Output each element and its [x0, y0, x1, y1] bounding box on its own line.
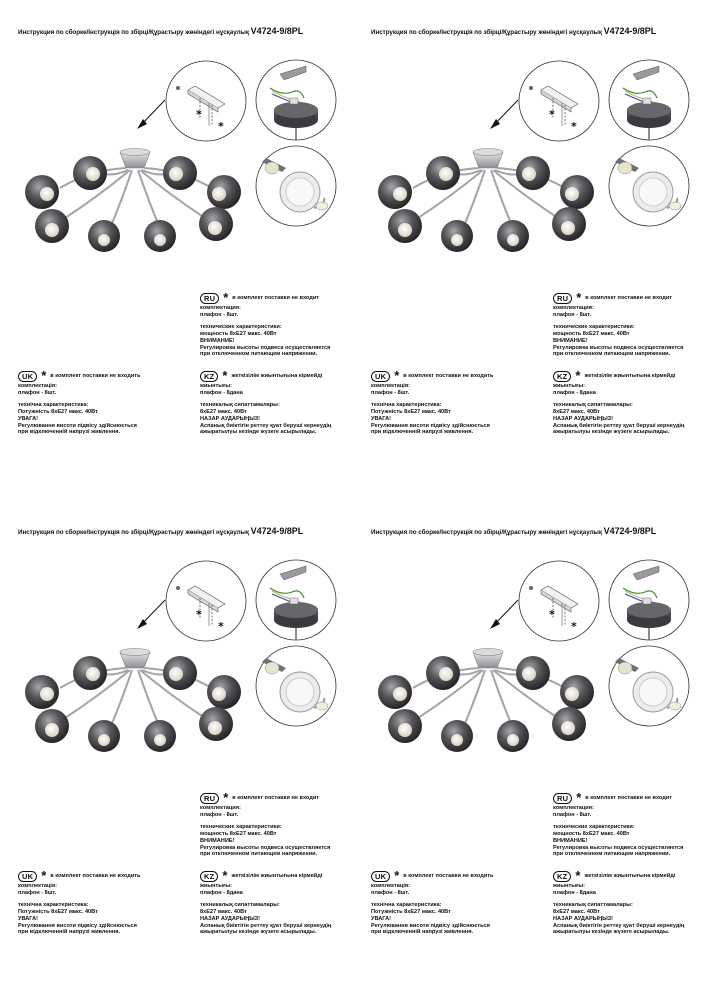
ru-section — [553, 292, 707, 358]
kz-spec-label: техникалық сипаттамалары: — [200, 901, 280, 908]
star-icon: * — [576, 790, 582, 805]
uk-warning-line2: при відключенній напрузі живлення. — [18, 429, 121, 436]
ru-note: в комплект поставки не входит — [585, 294, 672, 301]
uk-kit-label: комплектація: — [18, 883, 57, 889]
model-number: V4724-9/8PL — [603, 526, 657, 536]
kz-section — [553, 370, 707, 436]
uk-warning-title: УВАГА! — [371, 915, 392, 922]
kz-spec-value: 8хЕ27 макс. 40Вт — [200, 408, 247, 415]
uk-badge: UK — [18, 371, 37, 382]
kz-badge: KZ — [553, 871, 571, 882]
kz-spec-value: 8хЕ27 макс. 40Вт — [200, 908, 247, 915]
ru-warning-title: ВНИМАНИЕ! — [553, 837, 588, 844]
ru-warning-line2: при отключенном питающем напряжении. — [553, 351, 671, 358]
kz-spec-value: 8хЕ27 макс. 40Вт — [553, 408, 600, 415]
ru-spec-label: технические характеристики: — [553, 323, 635, 330]
uk-spec-label: технічна характеристика: — [18, 401, 89, 408]
uk-note: в комплект поставки не входить — [403, 372, 494, 379]
uk-note: в комплект поставки не входить — [50, 372, 141, 379]
star-icon: * — [575, 368, 581, 383]
kz-note: жеткізілім жиынтығына кірмейді — [231, 372, 323, 379]
kz-kit-value: плафон - 8дана — [200, 889, 243, 896]
instruction-panel-bottom-right — [353, 500, 707, 1000]
kz-badge: KZ — [553, 371, 571, 382]
kz-warning-line2: ажыратылуы кезінде жүзеге асырылады. — [553, 929, 670, 936]
ru-kit-label: комплектация: — [200, 805, 241, 811]
ru-warning-line1: Регулировка высоты подвеса осуществляется — [200, 344, 331, 351]
title-text: Инструкция по сборке/Інструкція по збірці/Құрастыру жөніндегі нұсқаулық — [18, 29, 249, 36]
instruction-panel-bottom-left — [0, 500, 354, 1000]
ru-warning-title: ВНИМАНИЕ! — [200, 337, 235, 344]
ru-badge: RU — [553, 793, 572, 804]
ru-warning-line1: Регулировка высоты подвеса осуществляется — [200, 844, 331, 851]
uk-spec-label: технічна характеристика: — [18, 901, 89, 908]
uk-kit-label: комплектація: — [371, 883, 410, 889]
uk-kit-value: плафон - 8шт. — [18, 889, 57, 896]
ru-kit-value: плафон - 8шт. — [200, 311, 239, 318]
model-number: V4724-9/8PL — [250, 526, 304, 536]
uk-warning-line1: Регулювання висоти підвісу здійснюється — [371, 922, 490, 929]
uk-kit-value: плафон - 8шт. — [371, 889, 410, 896]
uk-warning-title: УВАГА! — [18, 415, 39, 422]
kz-note: жеткізілім жиынтығына кірмейді — [584, 372, 676, 379]
star-icon: * — [41, 368, 47, 383]
assembly-illustration — [353, 0, 707, 280]
kz-kit-label: жиынтығы: — [200, 383, 233, 389]
star-icon: * — [222, 368, 228, 383]
ru-warning-title: ВНИМАНИЕ! — [200, 837, 235, 844]
star-icon: * — [41, 868, 47, 883]
kz-warning-title: НАЗАР АУДАРЫҢЫЗ! — [200, 415, 261, 422]
ru-badge: RU — [553, 293, 572, 304]
uk-warning-line1: Регулювання висоти підвісу здійснюється — [18, 422, 137, 429]
ru-note: в комплект поставки не входит — [585, 794, 672, 801]
kz-warning-line2: ажыратылуы кезінде жүзеге асырылады. — [553, 429, 670, 436]
ru-badge: RU — [200, 793, 219, 804]
ru-warning-line1: Регулировка высоты подвеса осуществляется — [553, 844, 684, 851]
uk-note: в комплект поставки не входить — [50, 872, 141, 879]
uk-warning-line2: при відключенній напрузі живлення. — [18, 929, 121, 936]
kz-kit-value: плафон - 8дана — [553, 389, 596, 396]
uk-spec-label: технічна характеристика: — [371, 901, 442, 908]
uk-warning-title: УВАГА! — [18, 915, 39, 922]
uk-badge: UK — [18, 871, 37, 882]
kz-warning-line1: Аспанық биіктігін реттеу қуат беруші кернеудің — [553, 422, 685, 429]
instruction-panel-top-right — [353, 0, 707, 500]
ru-kit-value: плафон - 8шт. — [553, 311, 592, 318]
kz-section — [553, 870, 707, 936]
kz-spec-label: техникалық сипаттамалары: — [553, 901, 633, 908]
ru-warning-line2: при отключенном питающем напряжении. — [200, 351, 318, 358]
star-icon: * — [223, 290, 229, 305]
ru-note: в комплект поставки не входит — [232, 794, 319, 801]
ru-note: в комплект поставки не входит — [232, 294, 319, 301]
kz-warning-title: НАЗАР АУДАРЫҢЫЗ! — [553, 415, 614, 422]
uk-kit-value: плафон - 8шт. — [371, 389, 410, 396]
ru-badge: RU — [200, 293, 219, 304]
kz-warning-line2: ажыратылуы кезінде жүзеге асырылады. — [200, 929, 317, 936]
kz-warning-title: НАЗАР АУДАРЫҢЫЗ! — [200, 915, 261, 922]
title-text: Инструкция по сборке/Інструкція по збірці/Құрастыру жөніндегі нұсқаулық — [371, 29, 602, 36]
uk-spec-value: Потужність 8хЕ27 макс. 40Вт — [371, 408, 451, 415]
uk-section — [18, 870, 188, 936]
ru-spec-value: мощность 8хЕ27 макс. 40Вт — [553, 830, 630, 837]
kz-warning-line1: Аспанық биіктігін реттеу қуат беруші кернеудің — [200, 922, 332, 929]
kz-kit-label: жиынтығы: — [553, 383, 586, 389]
ru-warning-line2: при отключенном питающем напряжении. — [553, 851, 671, 858]
uk-kit-value: плафон - 8шт. — [18, 389, 57, 396]
title-text: Инструкция по сборке/Інструкція по збірці/Құрастыру жөніндегі нұсқаулық — [18, 529, 249, 536]
uk-spec-value: Потужність 8хЕ27 макс. 40Вт — [18, 408, 98, 415]
ru-spec-value: мощность 8хЕ27 макс. 40Вт — [200, 830, 277, 837]
uk-kit-label: комплектація: — [18, 383, 57, 389]
ru-kit-label: комплектация: — [553, 805, 594, 811]
kz-warning-line1: Аспанық биіктігін реттеу қуат беруші кернеудің — [200, 422, 332, 429]
model-number: V4724-9/8PL — [603, 26, 657, 36]
ru-spec-value: мощность 8хЕ27 макс. 40Вт — [200, 330, 277, 337]
kz-kit-label: жиынтығы: — [553, 883, 586, 889]
ru-section — [200, 792, 354, 858]
kz-note: жеткізілім жиынтығына кірмейді — [584, 872, 676, 879]
kz-spec-label: техникалық сипаттамалары: — [200, 401, 280, 408]
model-number: V4724-9/8PL — [250, 26, 304, 36]
star-icon: * — [575, 868, 581, 883]
kz-kit-value: плафон - 8дана — [200, 389, 243, 396]
ru-kit-label: комплектация: — [200, 305, 241, 311]
assembly-illustration — [353, 500, 707, 780]
ru-section — [553, 792, 707, 858]
ru-warning-title: ВНИМАНИЕ! — [553, 337, 588, 344]
kz-note: жеткізілім жиынтығына кірмейді — [231, 872, 323, 879]
uk-note: в комплект поставки не входить — [403, 872, 494, 879]
uk-warning-line1: Регулювання висоти підвісу здійснюється — [371, 422, 490, 429]
uk-section — [371, 870, 541, 936]
star-icon: * — [222, 868, 228, 883]
uk-spec-label: технічна характеристика: — [371, 401, 442, 408]
kz-kit-label: жиынтығы: — [200, 883, 233, 889]
title-text: Инструкция по сборке/Інструкція по збірці/Құрастыру жөніндегі нұсқаулық — [371, 529, 602, 536]
uk-section — [18, 370, 188, 436]
uk-warning-line2: при відключенній напрузі живлення. — [371, 929, 474, 936]
uk-kit-label: комплектація: — [371, 383, 410, 389]
star-icon: * — [223, 790, 229, 805]
ru-kit-value: плафон - 8шт. — [200, 811, 239, 818]
uk-badge: UK — [371, 371, 390, 382]
uk-warning-line2: при відключенній напрузі живлення. — [371, 429, 474, 436]
ru-kit-label: комплектация: — [553, 305, 594, 311]
instruction-panel-top-left — [0, 0, 354, 500]
uk-badge: UK — [371, 871, 390, 882]
star-icon: * — [394, 368, 400, 383]
star-icon: * — [394, 868, 400, 883]
kz-spec-label: техникалық сипаттамалары: — [553, 401, 633, 408]
ru-warning-line2: при отключенном питающем напряжении. — [200, 851, 318, 858]
kz-badge: KZ — [200, 371, 218, 382]
ru-kit-value: плафон - 8шт. — [553, 811, 592, 818]
kz-warning-line2: ажыратылуы кезінде жүзеге асырылады. — [200, 429, 317, 436]
star-icon: * — [576, 290, 582, 305]
uk-warning-title: УВАГА! — [371, 415, 392, 422]
kz-warning-line1: Аспанық биіктігін реттеу қуат беруші кернеудің — [553, 922, 685, 929]
ru-warning-line1: Регулировка высоты подвеса осуществляется — [553, 344, 684, 351]
ru-spec-label: технические характеристики: — [200, 323, 282, 330]
uk-spec-value: Потужність 8хЕ27 макс. 40Вт — [18, 908, 98, 915]
kz-spec-value: 8хЕ27 макс. 40Вт — [553, 908, 600, 915]
kz-section — [200, 370, 354, 436]
assembly-illustration — [0, 0, 354, 280]
ru-spec-label: технические характеристики: — [553, 823, 635, 830]
uk-warning-line1: Регулювання висоти підвісу здійснюється — [18, 922, 137, 929]
kz-badge: KZ — [200, 871, 218, 882]
ru-section — [200, 292, 354, 358]
assembly-illustration — [0, 500, 354, 780]
uk-spec-value: Потужність 8хЕ27 макс. 40Вт — [371, 908, 451, 915]
kz-section — [200, 870, 354, 936]
ru-spec-value: мощность 8хЕ27 макс. 40Вт — [553, 330, 630, 337]
ru-spec-label: технические характеристики: — [200, 823, 282, 830]
kz-kit-value: плафон - 8дана — [553, 889, 596, 896]
uk-section — [371, 370, 541, 436]
kz-warning-title: НАЗАР АУДАРЫҢЫЗ! — [553, 915, 614, 922]
